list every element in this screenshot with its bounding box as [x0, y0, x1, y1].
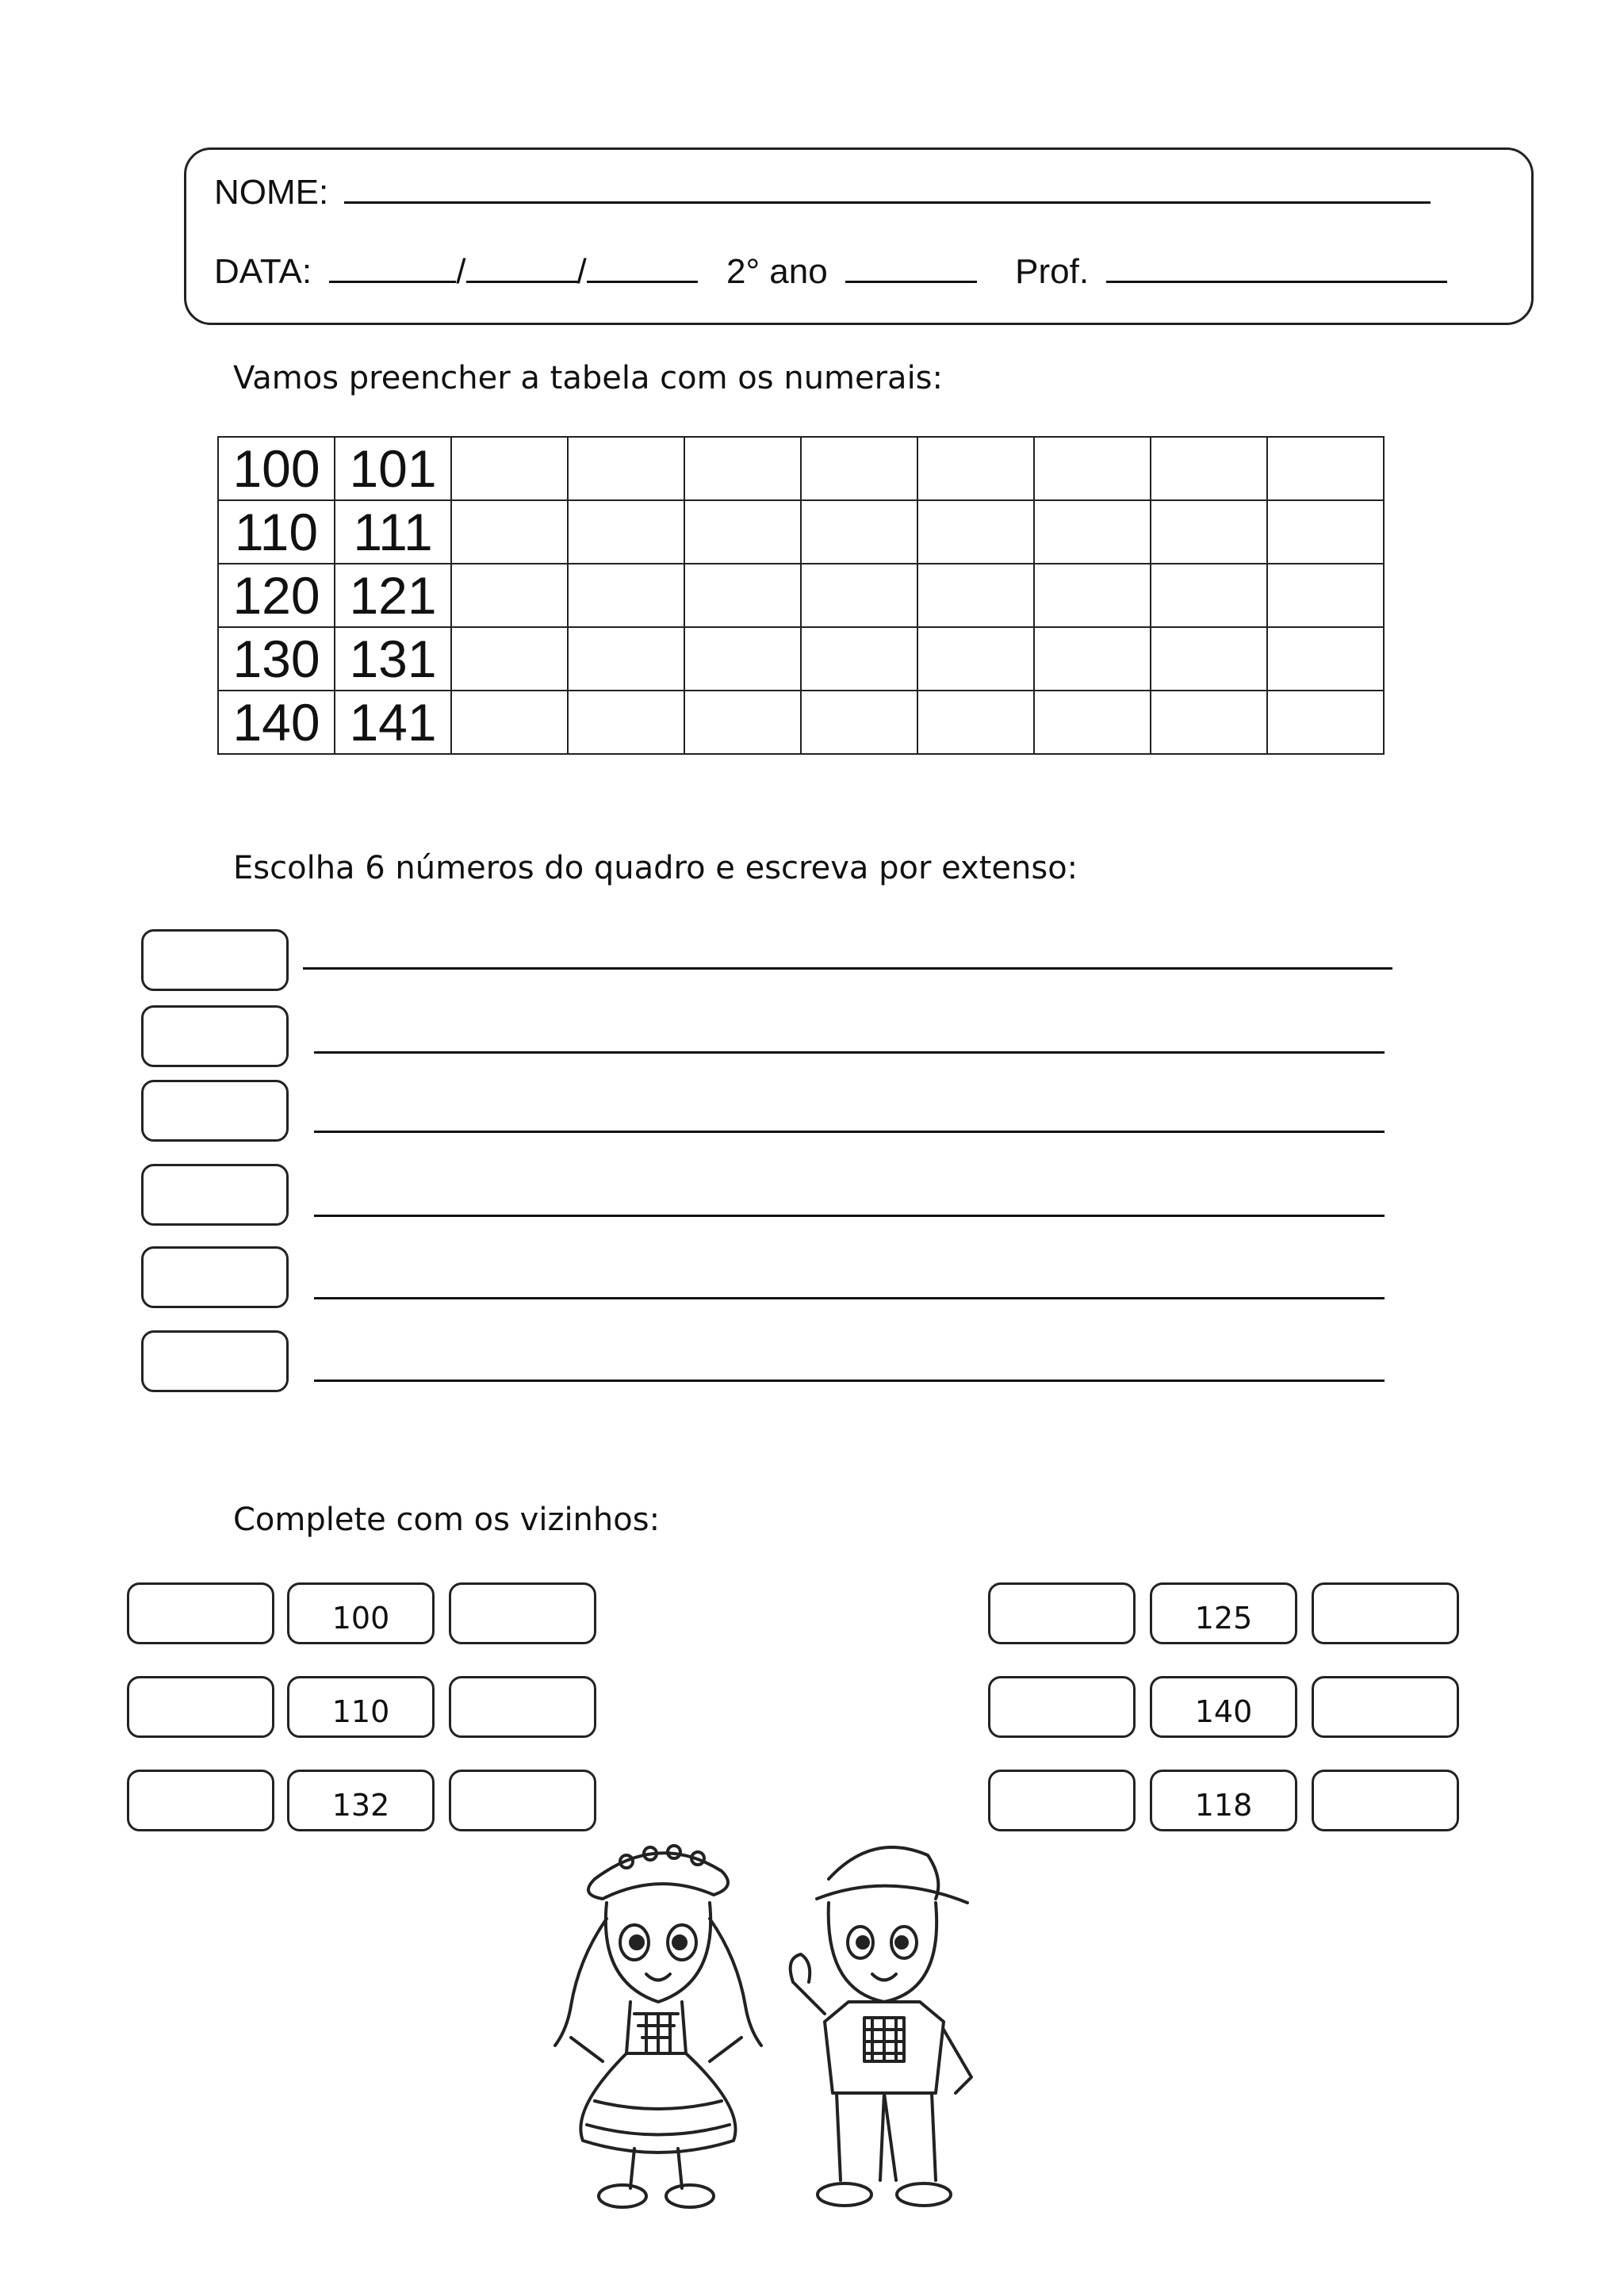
- table-cell[interactable]: [801, 500, 917, 564]
- given-number-box: 125: [1150, 1582, 1297, 1644]
- table-cell[interactable]: [801, 437, 917, 500]
- table-row: [218, 627, 1384, 691]
- name-row: [214, 170, 1431, 210]
- table-cell[interactable]: [1034, 437, 1151, 500]
- table-cell[interactable]: [451, 500, 568, 564]
- number-choice-box[interactable]: [141, 1080, 289, 1142]
- table-cell[interactable]: [1034, 500, 1151, 564]
- given-number-box: 110: [287, 1676, 435, 1738]
- table-cell[interactable]: [917, 691, 1034, 754]
- table-cell[interactable]: [684, 564, 801, 627]
- write-line[interactable]: [314, 1297, 1385, 1299]
- date-row: [214, 249, 1447, 289]
- instruction-write-words: Escolha 6 números do quadro e escreva por extenso:: [233, 850, 1078, 886]
- table-cell: 120: [218, 564, 335, 627]
- table-cell[interactable]: [1267, 691, 1384, 754]
- table-cell: 111: [335, 500, 451, 564]
- write-line[interactable]: [314, 1131, 1385, 1133]
- table-cell[interactable]: [1034, 691, 1151, 754]
- given-number-box: 140: [1150, 1676, 1297, 1738]
- table-cell: 141: [335, 691, 451, 754]
- table-cell[interactable]: [684, 437, 801, 500]
- table-cell[interactable]: [1151, 691, 1267, 754]
- number-choice-box[interactable]: [141, 1005, 289, 1067]
- predecessor-box[interactable]: [988, 1582, 1136, 1644]
- successor-box[interactable]: [449, 1770, 596, 1831]
- table-cell[interactable]: [1267, 437, 1384, 500]
- table-cell[interactable]: [1267, 500, 1384, 564]
- table-cell[interactable]: [684, 500, 801, 564]
- instruction-fill-table: Vamos preencher a tabela com os numerais:: [233, 360, 943, 396]
- grade-label: 2° ano: [726, 252, 828, 291]
- table-cell[interactable]: [451, 437, 568, 500]
- successor-box[interactable]: [1312, 1582, 1459, 1644]
- date-separator: /: [456, 252, 466, 291]
- number-table: [217, 436, 1385, 755]
- table-cell[interactable]: [1034, 627, 1151, 691]
- table-cell[interactable]: [451, 564, 568, 627]
- table-cell[interactable]: [917, 500, 1034, 564]
- table-cell[interactable]: [1151, 627, 1267, 691]
- table-cell: 131: [335, 627, 451, 691]
- instruction-neighbors: Complete com os vizinhos:: [233, 1502, 661, 1538]
- table-cell[interactable]: [1267, 564, 1384, 627]
- table-cell[interactable]: [451, 627, 568, 691]
- successor-box[interactable]: [449, 1582, 596, 1644]
- table-cell[interactable]: [801, 627, 917, 691]
- table-cell[interactable]: [684, 627, 801, 691]
- date-separator: /: [576, 252, 587, 291]
- given-number-box: 118: [1150, 1770, 1297, 1831]
- predecessor-box[interactable]: [127, 1676, 274, 1738]
- children-illustration: [523, 1823, 1047, 2220]
- table-cell[interactable]: [917, 437, 1034, 500]
- date-label: DATA:: [214, 252, 312, 291]
- table-cell: 121: [335, 564, 451, 627]
- number-choice-box[interactable]: [141, 929, 289, 991]
- table-cell[interactable]: [568, 437, 684, 500]
- number-choice-box[interactable]: [141, 1246, 289, 1308]
- predecessor-box[interactable]: [988, 1770, 1136, 1831]
- table-cell[interactable]: [1034, 564, 1151, 627]
- successor-box[interactable]: [449, 1676, 596, 1738]
- successor-box[interactable]: [1312, 1770, 1459, 1831]
- table-row: [218, 564, 1384, 627]
- table-cell[interactable]: [917, 627, 1034, 691]
- table-cell[interactable]: [917, 564, 1034, 627]
- table-cell[interactable]: [568, 500, 684, 564]
- prof-label: Prof.: [1015, 252, 1090, 291]
- table-cell[interactable]: [1151, 564, 1267, 627]
- successor-box[interactable]: [1312, 1676, 1459, 1738]
- name-field[interactable]: [344, 170, 1431, 204]
- predecessor-box[interactable]: [127, 1770, 274, 1831]
- write-line[interactable]: [314, 1215, 1385, 1217]
- table-cell: 130: [218, 627, 335, 691]
- table-cell[interactable]: [801, 564, 917, 627]
- table-cell: 110: [218, 500, 335, 564]
- write-line[interactable]: [314, 1380, 1385, 1382]
- grade-field[interactable]: [845, 249, 977, 283]
- table-cell[interactable]: [568, 691, 684, 754]
- predecessor-box[interactable]: [127, 1582, 274, 1644]
- write-line[interactable]: [303, 967, 1392, 970]
- name-label: NOME:: [214, 173, 329, 212]
- table-cell[interactable]: [568, 564, 684, 627]
- predecessor-box[interactable]: [988, 1676, 1136, 1738]
- table-row: [218, 691, 1384, 754]
- table-cell[interactable]: [1151, 500, 1267, 564]
- table-cell[interactable]: [1151, 437, 1267, 500]
- given-number-box: 132: [287, 1770, 435, 1831]
- date-year-field[interactable]: [587, 249, 698, 283]
- prof-field[interactable]: [1106, 249, 1447, 283]
- given-number-box: 100: [287, 1582, 435, 1644]
- table-cell: 101: [335, 437, 451, 500]
- write-line[interactable]: [314, 1051, 1385, 1054]
- table-cell[interactable]: [684, 691, 801, 754]
- number-choice-box[interactable]: [141, 1164, 289, 1226]
- table-row: [218, 437, 1384, 500]
- table-cell[interactable]: [1267, 627, 1384, 691]
- table-cell: 100: [218, 437, 335, 500]
- number-choice-box[interactable]: [141, 1330, 289, 1392]
- table-cell[interactable]: [801, 691, 917, 754]
- table-cell: 140: [218, 691, 335, 754]
- date-month-field[interactable]: [466, 249, 577, 283]
- table-cell[interactable]: [451, 691, 568, 754]
- table-row: [218, 500, 1384, 564]
- table-cell[interactable]: [568, 627, 684, 691]
- date-day-field[interactable]: [329, 249, 456, 283]
